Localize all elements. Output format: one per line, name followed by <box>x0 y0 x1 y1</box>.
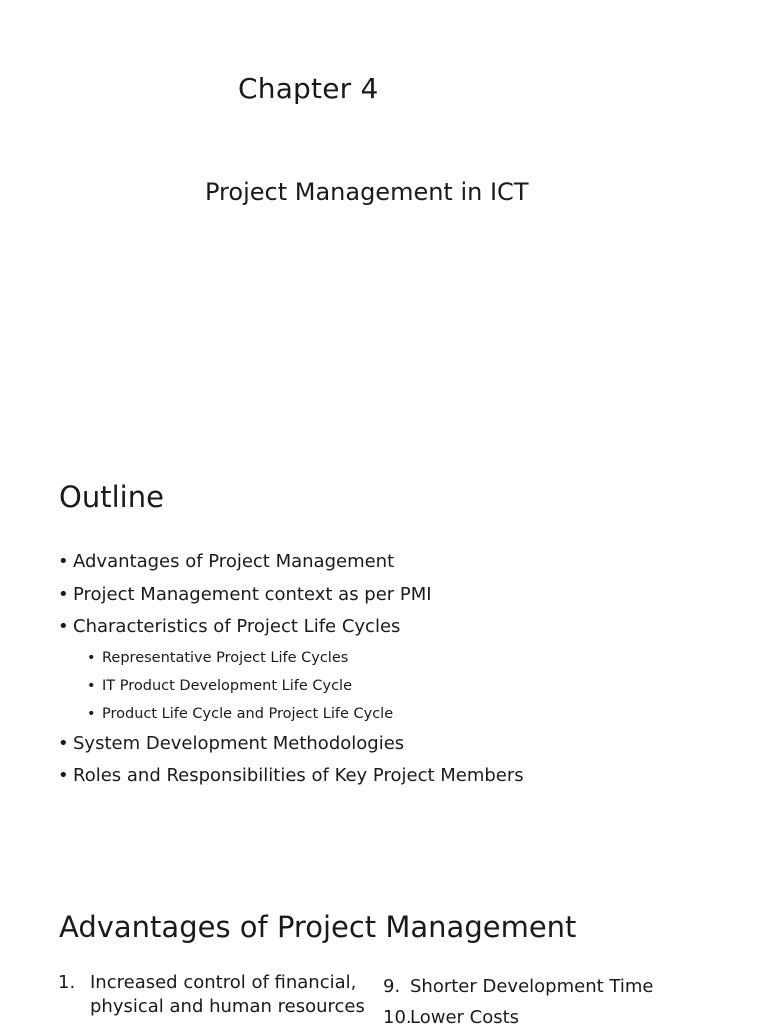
slide-outline <box>0 470 768 830</box>
list-item <box>58 971 370 1019</box>
list-item-text: IT Product Development Life Cycle <box>102 677 352 694</box>
list-item-text: Lower Costs <box>410 1007 520 1024</box>
slide-advantages <box>0 905 768 1024</box>
list-item <box>383 1002 653 1024</box>
slide-chapter-title <box>0 0 768 430</box>
list-item <box>58 611 524 644</box>
sub-list-item <box>58 672 524 700</box>
advantages-heading: Advantages of Project Management <box>59 910 577 944</box>
list-item-text: System Development Methodologies <box>73 732 405 754</box>
chapter-title: Chapter 4 <box>238 72 379 105</box>
list-item-text: Shorter Development Time <box>410 976 654 997</box>
list-item <box>58 728 524 761</box>
sub-list-item <box>58 700 524 728</box>
item-number: 10. <box>383 1007 412 1024</box>
bullet-icon: • <box>58 732 69 754</box>
bullet-icon: • <box>58 765 69 786</box>
sub-list-item <box>58 644 524 672</box>
list-item-text: Characteristics of Project Life Cycles <box>73 616 401 637</box>
bullet-icon: • <box>58 551 69 572</box>
list-item-text: Roles and Responsibilities of Key Project Members <box>73 765 524 786</box>
presentation-title: Project Management in ICT <box>205 178 529 206</box>
list-item-text: Increased control of financial, physical and human resources <box>90 972 365 1017</box>
list-item <box>58 760 524 793</box>
bullet-icon: • <box>87 677 96 694</box>
list-item-text: Product Life Cycle and Project Life Cycle <box>102 705 394 722</box>
bullet-icon: • <box>87 705 96 722</box>
list-item-text: Project Management context as per PMI <box>73 583 432 605</box>
bullet-icon: • <box>58 616 69 637</box>
advantages-list-left <box>58 971 370 1019</box>
list-item <box>58 579 524 612</box>
list-item <box>383 971 653 1002</box>
item-number: 9. <box>383 976 401 997</box>
bullet-icon: • <box>58 583 69 605</box>
bullet-icon: • <box>87 649 96 666</box>
list-item <box>58 546 524 579</box>
list-item-text: Representative Project Life Cycles <box>102 649 349 666</box>
outline-heading: Outline <box>59 480 164 514</box>
item-number: 1. <box>58 972 76 993</box>
outline-list <box>58 546 524 793</box>
list-item-text: Advantages of Project Management <box>73 551 395 572</box>
advantages-list-right <box>383 971 653 1024</box>
